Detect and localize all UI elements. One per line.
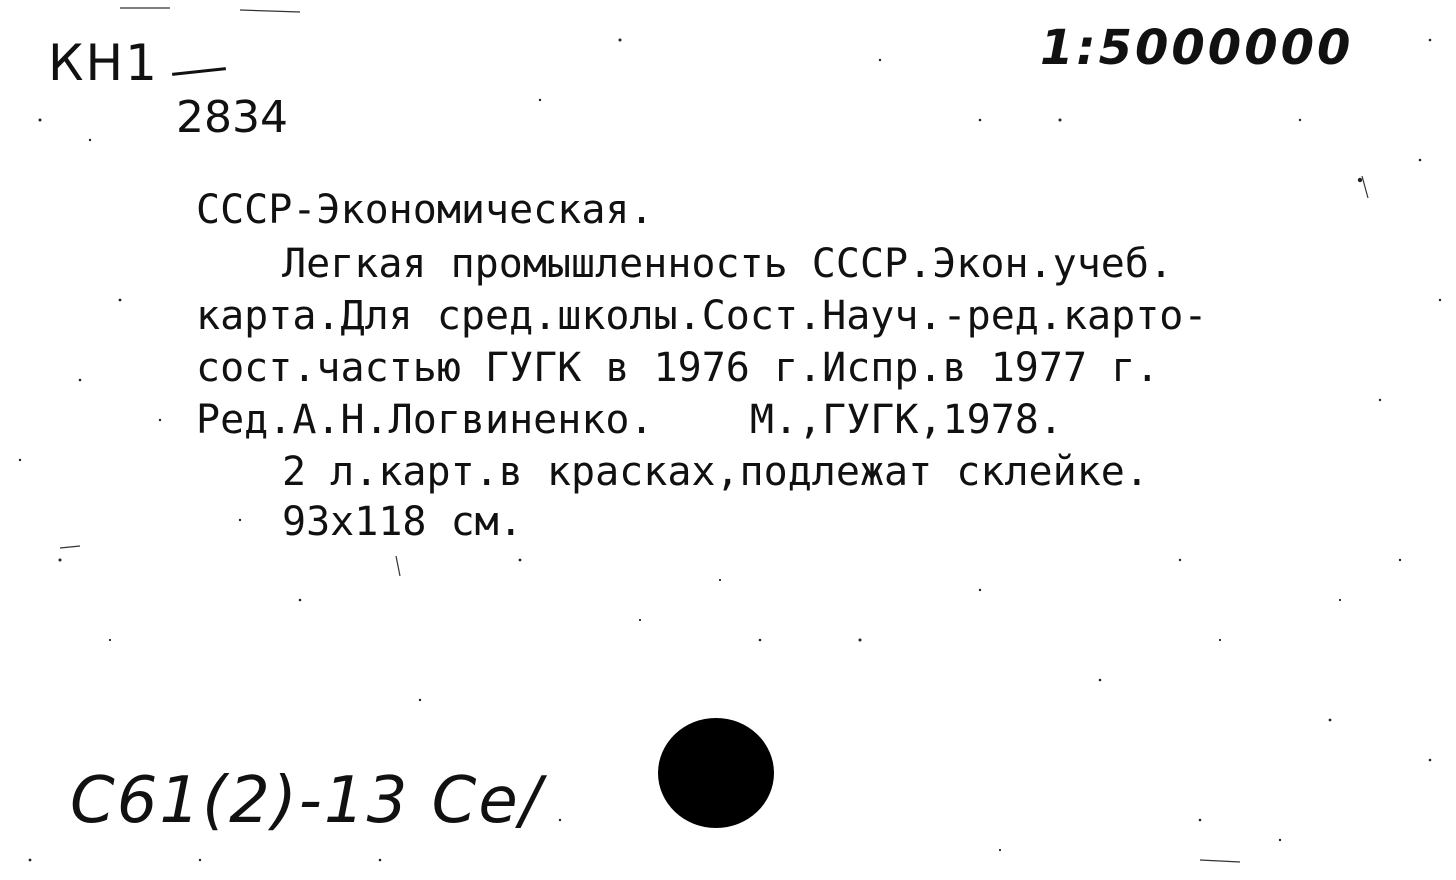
typed-line-description: карта.Для сред.школы.Сост.Науч.-ред.карто-: [196, 293, 1208, 339]
handwritten-catalog-code: КН1: [48, 34, 159, 92]
handwritten-catalog-number: 2834: [176, 92, 288, 143]
typed-line-title: Легкая промышленность СССР.Экон.учеб.: [282, 241, 1174, 287]
handwritten-code-underline: [172, 67, 226, 76]
typed-line-heading: СССР-Экономическая.: [196, 187, 654, 233]
typed-line-editor-publisher: Ред.А.Н.Логвиненко. М.,ГУГК,1978.: [196, 397, 1063, 443]
typed-line-sheets: 2 л.карт.в красках,подлежат склейке.: [282, 449, 1149, 495]
typed-line-compiler: сост.частью ГУГК в 1976 г.Испр.в 1977 г.: [196, 345, 1160, 391]
typed-line-dimensions: 93x118 см.: [282, 499, 523, 545]
card-punch-hole: [658, 718, 774, 828]
handwritten-map-scale: 1:5000000: [1040, 20, 1354, 76]
handwritten-classification-code: C61(2)-13 Ce/: [70, 764, 544, 838]
